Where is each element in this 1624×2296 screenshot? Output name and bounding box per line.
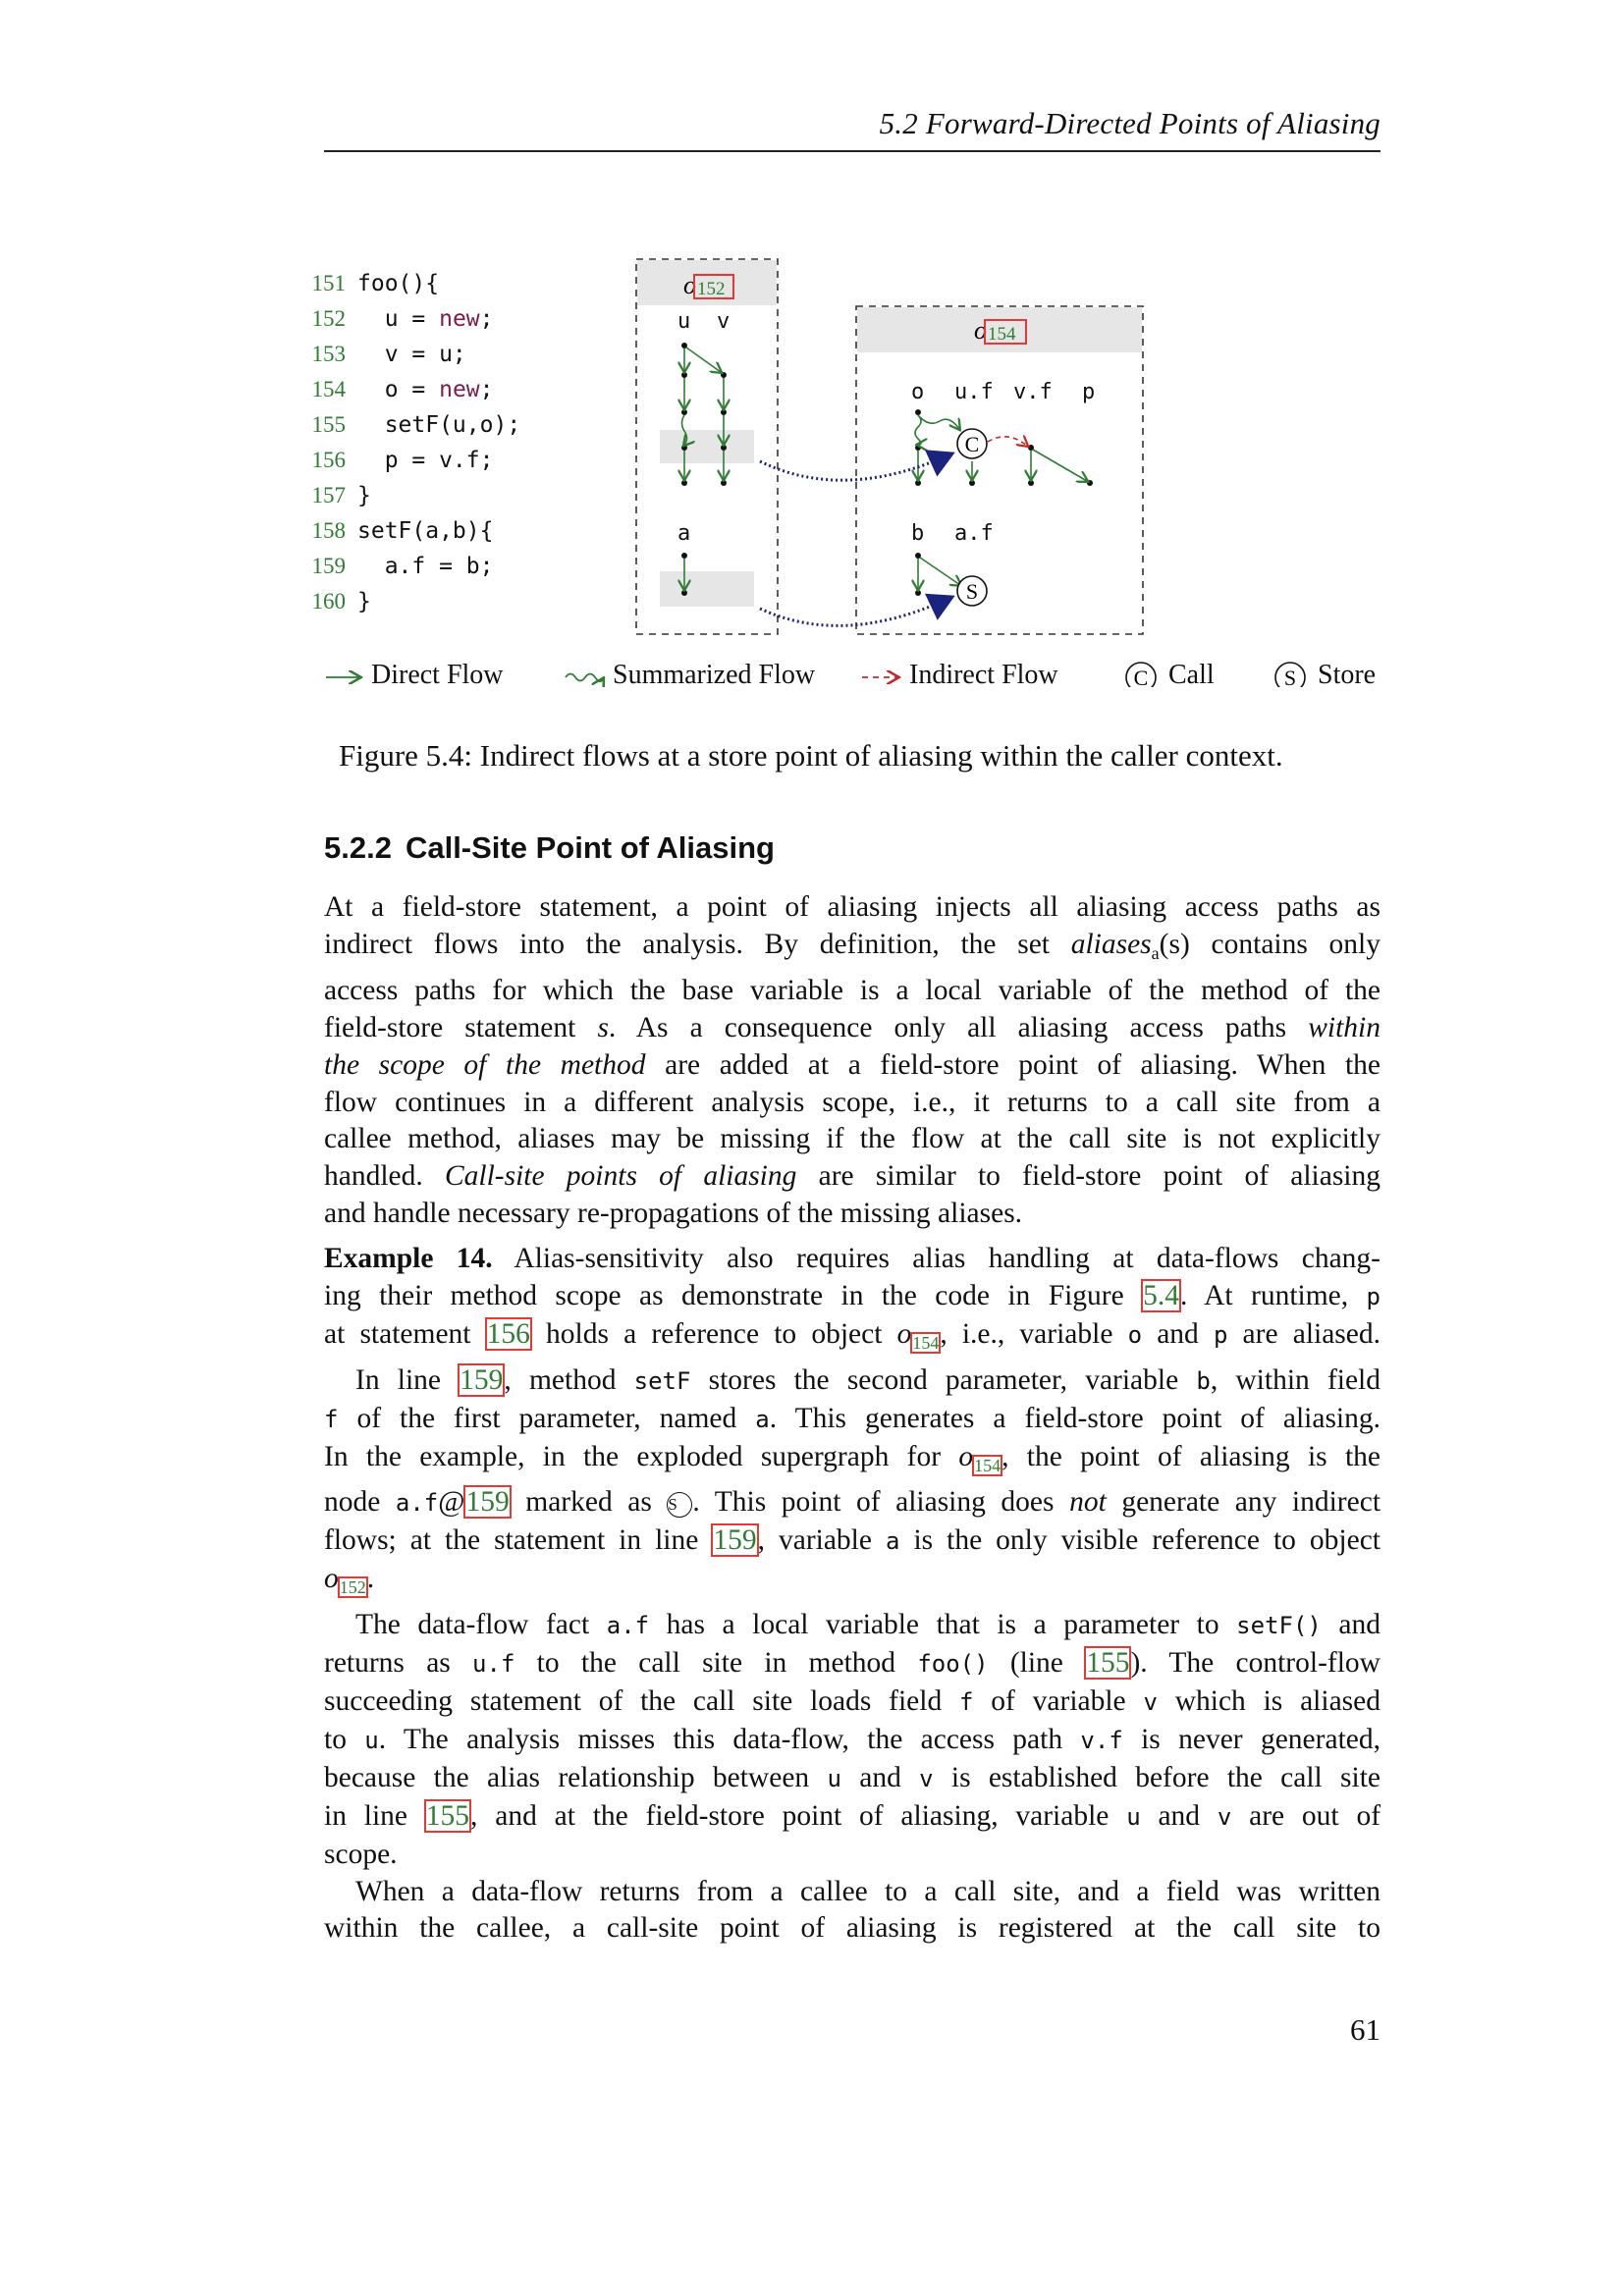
var-vf: v.f bbox=[1013, 380, 1053, 404]
figure-caption: Figure 5.4: Indirect flows at a store point of aliasing within the caller context. bbox=[339, 738, 1283, 773]
text-line: because the alias relationship between u and v is established before the call site bbox=[324, 1761, 1381, 1793]
code-text: } bbox=[357, 589, 371, 614]
code-text: setF(a,b){ bbox=[357, 518, 494, 544]
text-line: scope. bbox=[324, 1838, 398, 1870]
text-line: Example 14. Alias-sensitivity also requires alias handling at data-flows chang- bbox=[324, 1243, 1381, 1274]
keyword: new bbox=[439, 306, 480, 332]
line-ref-link[interactable]: 159 bbox=[713, 1524, 757, 1557]
line-number: 159 bbox=[311, 554, 346, 578]
line-ref-link[interactable]: 159 bbox=[465, 1486, 510, 1519]
callee-box bbox=[856, 306, 1143, 634]
text-line: access paths for which the base variable is a local variable of the method of the bbox=[324, 974, 1380, 1006]
code-text: v = u; bbox=[357, 342, 466, 367]
caller-object-ref: 152 bbox=[697, 279, 726, 299]
store-symbol-icon: S bbox=[667, 1492, 692, 1518]
legend-direct: Direct Flow bbox=[371, 660, 504, 690]
running-header: 5.2 Forward-Directed Points of Aliasing bbox=[879, 106, 1380, 140]
line-number: 156 bbox=[311, 448, 346, 472]
object-ref-link[interactable]: 154 bbox=[912, 1332, 940, 1353]
text-line: flows; at the statement in line 159, variable a is the only visible reference to object bbox=[324, 1524, 1381, 1557]
legend-indirect: Indirect Flow bbox=[909, 660, 1058, 690]
svg-text:S: S bbox=[1283, 666, 1297, 687]
var-p: p bbox=[1082, 380, 1096, 404]
text-line: indirect flows into the analysis. By definition, the set aliases$_a$(s) contains only bbox=[324, 928, 1380, 963]
caller-nodes bbox=[681, 343, 727, 596]
var-a: a bbox=[677, 521, 691, 546]
text-line: The data-flow fact a.f has a local variable that is a parameter to setF() and bbox=[355, 1609, 1381, 1641]
text-line: to u. The analysis misses this data-flow, the access path v.f is never generated, bbox=[324, 1723, 1380, 1755]
line-number: 158 bbox=[311, 518, 346, 543]
var-u: u bbox=[677, 309, 691, 334]
var-v: v bbox=[717, 309, 731, 334]
text-line: In the example, in the exploded supergraph for $o_{154}$, the point of aliasing is the bbox=[324, 1440, 1380, 1475]
legend-store: Store bbox=[1318, 660, 1377, 690]
var-b: b bbox=[911, 521, 925, 546]
section-heading bbox=[324, 830, 775, 866]
text-line: f of the first parameter, named a. This generates a field-store point of aliasing. bbox=[324, 1402, 1380, 1434]
page-number: 61 bbox=[1350, 2012, 1380, 2047]
line-ref-link[interactable]: 156 bbox=[486, 1317, 530, 1350]
text-line: handled. Call-site points of aliasing are similar to field-store point of aliasing bbox=[324, 1160, 1380, 1193]
line-ref-link[interactable]: 159 bbox=[460, 1363, 504, 1396]
code-text: o = new; bbox=[357, 377, 494, 402]
object-ref-link[interactable]: 154 bbox=[974, 1455, 1001, 1475]
call-site-highlight bbox=[660, 430, 754, 463]
code-text: setF(u,o); bbox=[357, 412, 521, 438]
figure-ref-link[interactable]: 5.4 bbox=[1143, 1279, 1179, 1311]
line-ref-link[interactable]: 155 bbox=[425, 1799, 470, 1832]
section-title: Call-Site Point of Aliasing bbox=[405, 830, 775, 865]
callee-nodes bbox=[915, 409, 1093, 596]
callee-highlight bbox=[660, 571, 754, 607]
code-text: foo(){ bbox=[357, 271, 440, 296]
line-number: 155 bbox=[311, 412, 346, 437]
text-line: $o_{152}$. bbox=[324, 1563, 375, 1598]
code-text: u = new; bbox=[357, 306, 494, 332]
example-label: Example 14. bbox=[324, 1243, 493, 1274]
var-o: o bbox=[911, 380, 925, 404]
svg-text:C: C bbox=[964, 432, 980, 456]
example-block bbox=[324, 1241, 1380, 1948]
line-number: 157 bbox=[311, 483, 346, 507]
section-number: 5.2.2 bbox=[324, 830, 392, 865]
var-af: a.f bbox=[954, 521, 994, 546]
text-line: node a.f@159 marked as S . This point of aliasing does not generate any indirect bbox=[324, 1486, 1381, 1519]
paragraph-intro bbox=[324, 889, 1380, 1233]
svg-text:S: S bbox=[965, 579, 979, 604]
text-line: the scope of the method are added at a field-store point of aliasing. When the bbox=[324, 1048, 1380, 1081]
text-line: callee method, aliases may be missing if the flow at the call site is not explicitly bbox=[324, 1123, 1380, 1155]
text-line: succeeding statement of the call site loads field f of variable v which is aliased bbox=[324, 1684, 1380, 1717]
code-text: a.f = b; bbox=[357, 554, 494, 579]
text-line: returns as u.f to the call site in method foo() (line 155). The control-flow bbox=[324, 1647, 1380, 1680]
line-ref-link[interactable]: 155 bbox=[1086, 1647, 1130, 1680]
line-number: 160 bbox=[311, 589, 346, 614]
caller-object-label: o bbox=[683, 271, 696, 299]
text-line: field-store statement s. As a consequence only all aliasing access paths within bbox=[324, 1011, 1380, 1043]
svg-text:C: C bbox=[1133, 666, 1149, 687]
line-number: 152 bbox=[311, 306, 346, 331]
line-number: 153 bbox=[311, 342, 346, 366]
code-text: } bbox=[357, 483, 371, 508]
supergraph-figure bbox=[0, 0, 1624, 687]
keyword: new bbox=[439, 377, 480, 402]
text-line: When a data-flow returns from a callee to a call site, and a field was written bbox=[355, 1875, 1380, 1907]
var-uf: u.f bbox=[954, 380, 994, 404]
legend-call: Call bbox=[1168, 660, 1215, 690]
text-line: and handle necessary re-propagations of the missing aliases. bbox=[324, 1198, 1023, 1230]
text-line: In line 159, method setF stores the second parameter, variable b, within field bbox=[355, 1363, 1381, 1396]
text-line: in line 155, and at the field-store point of aliasing, variable u and v are out of bbox=[324, 1799, 1381, 1832]
code-text: p = v.f; bbox=[357, 448, 494, 473]
line-number: 151 bbox=[311, 271, 346, 295]
text-line: At a field-store statement, a point of aliasing injects all aliasing access paths as bbox=[324, 891, 1380, 923]
text-line: at statement 156 holds a reference to object $o_{154}$, i.e., variable o and p are aliased. bbox=[324, 1317, 1381, 1353]
object-ref-link[interactable]: 152 bbox=[339, 1577, 366, 1598]
line-number: 154 bbox=[311, 377, 346, 401]
legend-summarized: Summarized Flow bbox=[613, 660, 816, 690]
callee-object-ref: 154 bbox=[988, 324, 1016, 345]
text-line: within the callee, a call-site point of aliasing is registered at the call site to bbox=[324, 1912, 1380, 1945]
text-line: ing their method scope as demonstrate in the code in Figure 5.4. At runtime, p bbox=[324, 1279, 1380, 1311]
callee-object-label: o bbox=[974, 316, 987, 345]
text-line: flow continues in a different analysis scope, i.e., it returns to a call site from a bbox=[324, 1086, 1380, 1118]
